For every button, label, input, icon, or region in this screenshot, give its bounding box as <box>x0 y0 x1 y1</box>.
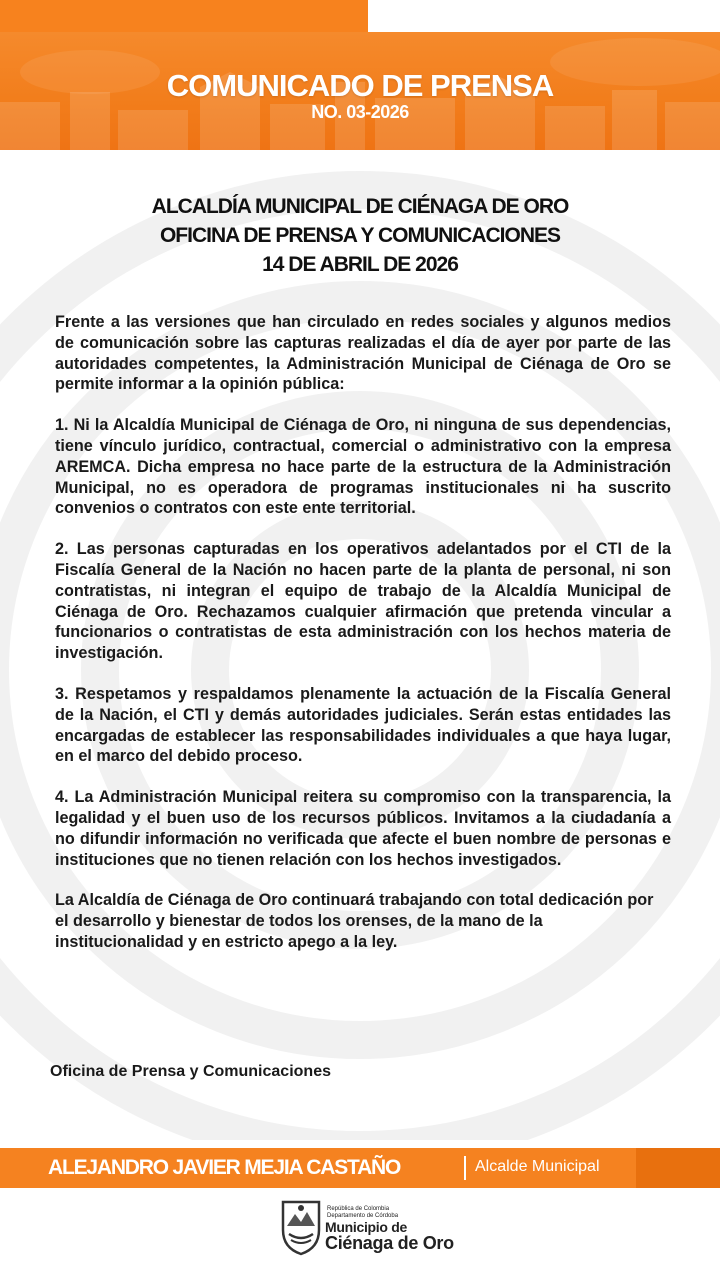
point-2-paragraph: 2. Las personas capturadas en los operativos adelantados por el CTI de la Fiscalía General de la Nación no hacen parte de la planta de personal, ni son contratistas, ni integran el equipo de trabajo de la Alcaldía Municipal de Ciénaga de Oro. Rechazamos cualquier afirmación que pretenda vincular a funcionarios o contratistas de esta administración con los hechos materia de investigación. <box>55 540 671 663</box>
press-release-title: COMUNICADO DE PRENSA <box>166 68 554 103</box>
mayor-name: ALEJANDRO JAVIER MEJIA CASTAÑO <box>48 1156 401 1179</box>
logo-country: República de Colombia <box>327 1206 390 1212</box>
footer-banner <box>0 1148 720 1188</box>
logo-town-name: Ciénaga de Oro <box>325 1233 454 1253</box>
statement-body <box>55 312 671 973</box>
top-accent-strip <box>0 0 368 32</box>
municipality-logo <box>277 1196 477 1258</box>
header-banner <box>0 32 720 150</box>
logo-municipio: Municipio de <box>325 1219 407 1235</box>
point-1-paragraph: 1. Ni la Alcaldía Municipal de Ciénaga de Oro, ni ninguna de sus dependencias, tiene vínculo jurídico, contractual, comercial o administrativo con la empresa AREMCA. Dicha empresa no hace parte de la estructura de la Administración Municipal, no es operadora de programas institucionales ni ha suscrito convenios o contratos con este ente territorial. <box>55 416 671 518</box>
logo-subtitle <box>327 1206 398 1220</box>
signoff-office: Oficina de Prensa y Comunicaciones <box>50 1063 331 1080</box>
heading-department: OFICINA DE PRENSA Y COMUNICACIONES <box>159 224 561 247</box>
municipal-crest-icon <box>277 1196 325 1258</box>
point-4-paragraph: 4. La Administración Municipal reitera su compromiso con la transparencia, la legalidad y el buen uso de los recursos públicos. Invitamos a la ciudadanía a no difundir información no verificada que afecte el buen nombre de personas e instituciones que no tienen relación con los hechos investigados. <box>55 788 671 869</box>
document-heading <box>60 192 660 279</box>
footer-divider <box>464 1156 466 1180</box>
heading-date: 14 DE ABRIL DE 2026 <box>262 253 458 276</box>
mayor-title: Alcalde Municipal <box>475 1158 600 1175</box>
intro-paragraph: Frente a las versiones que han circulado en redes sociales y algunos medios de comunicación sobre las capturas realizadas el día de ayer por parte de las autoridades competentes, la Administración Municipal de Ciénaga de Oro se permite informar a la opinión pública: <box>55 313 671 394</box>
heading-office: ALCALDÍA MUNICIPAL DE CIÉNAGA DE ORO <box>151 195 569 218</box>
closing-paragraph: La Alcaldía de Ciénaga de Oro continuará trabajando con total dedicación por el desarrollo y bienestar de todos los orenses, de la mano de la institucionalidad y en estricto apego a la ley. <box>55 891 654 951</box>
logo-department: Departamento de Córdoba <box>327 1213 399 1219</box>
footer-accent <box>636 1148 720 1188</box>
press-release-number: NO. 03-2026 <box>311 102 409 122</box>
point-3-paragraph: 3. Respetamos y respaldamos plenamente la actuación de la Fiscalía General de la Nación, el CTI y demás autoridades judiciales. Serán estas entidades las encargadas de establecer las responsabilidades individuales a que haya lugar, en el marco del debido proceso. <box>55 684 671 766</box>
